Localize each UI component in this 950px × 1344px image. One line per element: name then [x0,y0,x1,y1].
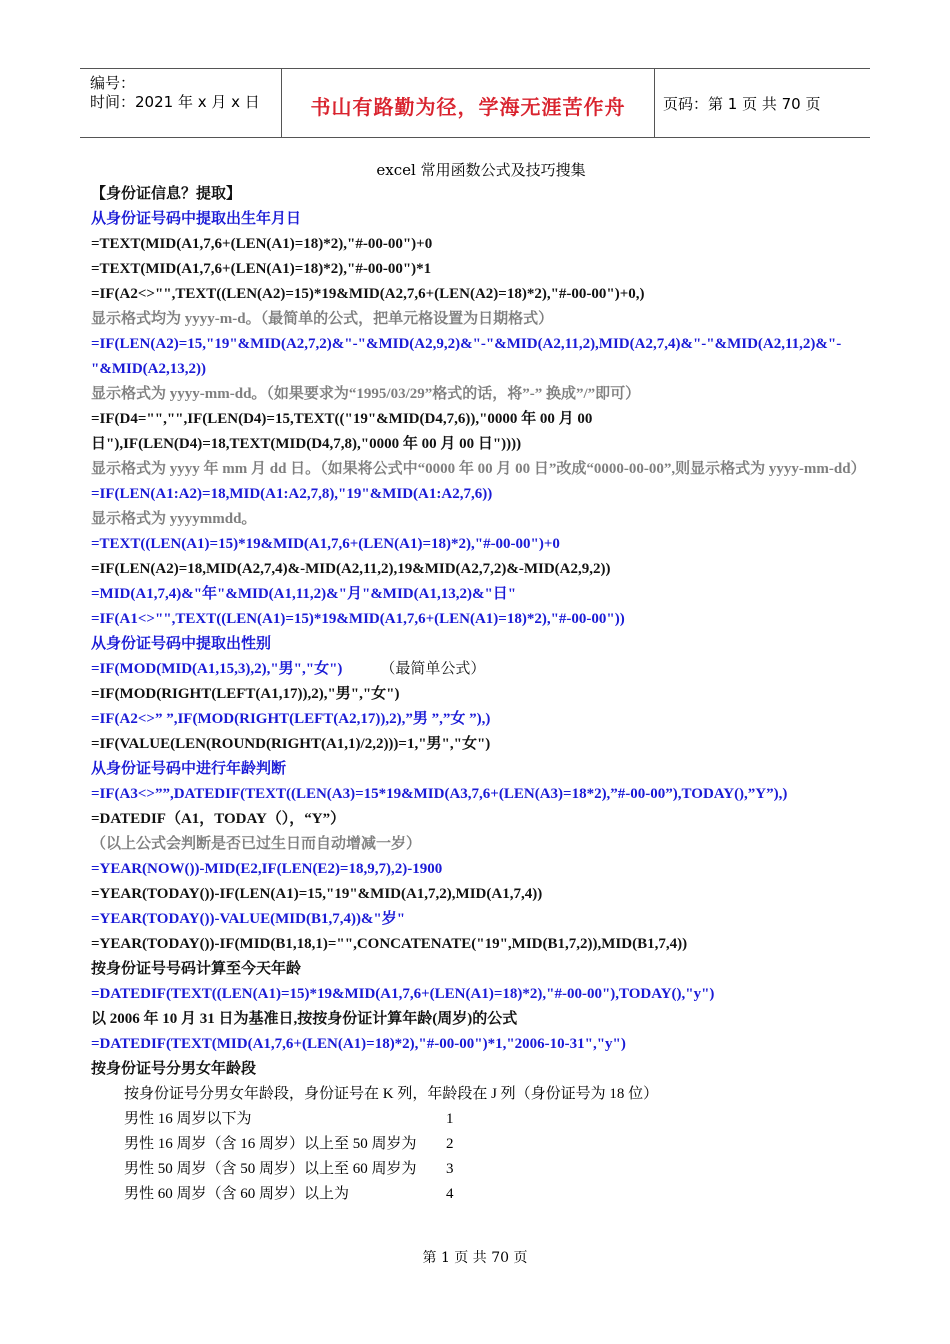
doc-line-text: （以上公式会判断是否已过生日而自动增减一岁） [91,836,422,852]
doc-line-text: =IF(MOD(RIGHT(LEFT(A1,17)),2),"男","女") [91,686,400,702]
doc-line-text: 从身份证号码中提取出生年月日 [91,211,302,227]
doc-line-text: =IF(MOD(MID(A1,15,3),2),"男","女") [91,661,343,677]
doc-line-text: 从身份证号码中进行年龄判断 [91,761,287,777]
doc-line-text: 按身份证号分男女年龄段 [91,1061,257,1077]
header-motto-cell [281,69,655,137]
age-table-rows [124,1107,871,1207]
age-table-intro: 按身份证号分男女年龄段，身份证号在 K 列，年龄段在 J 列（身份证号为 18 位） [124,1086,659,1102]
doc-line-text: 【身份证信息？提取】 [91,186,242,202]
doc-line-text: =YEAR(NOW())-MID(E2,IF(LEN(E2)=18,9,7),2)-1900 [91,861,443,877]
doc-line [91,682,871,707]
doc-line [91,1057,871,1082]
age-table-row [124,1132,871,1157]
doc-line-text: 显示格式均为 yyyy-m-d。（最简单的公式，把单元格设置为日期格式） [91,311,554,327]
header-right-cell [654,69,870,137]
doc-line [91,457,871,482]
doc-line-text: =IF(A2<>"",TEXT((LEN(A2)=15)*19&MID(A2,7,6+(LEN(A2)=18)*2),"#-00-00")+0,) [91,286,645,302]
age-row-label: 男性 60 周岁（含 60 周岁）以上为 [124,1186,350,1202]
doc-line-text: =DATEDIF(TEXT(MID(A1,7,6+(LEN(A1)=18)*2),"#-00-00")*1,"2006-10-31","y") [91,1036,626,1052]
doc-line-text: =MID(A1,7,4)&"年"&MID(A1,11,2)&"月"&MID(A1,13,2)&"日" [91,586,517,602]
doc-line [91,582,871,607]
doc-line [91,782,871,807]
doc-line [91,657,871,682]
doc-line [91,757,871,782]
doc-line [91,957,871,982]
doc-line-text: =TEXT(MID(A1,7,6+(LEN(A1)=18)*2),"#-00-00")*1 [91,261,432,277]
doc-line-text: 从身份证号码中提取出性别 [91,636,272,652]
doc-line [91,707,871,732]
document-header [80,68,870,138]
doc-line [91,882,871,907]
doc-line [91,857,871,882]
document-body [91,156,871,1207]
doc-line [91,482,871,507]
age-row-label: 男性 16 周岁以下为 [124,1111,252,1127]
number-label: 编号： [90,74,136,92]
doc-line-text: 显示格式为 yyyy 年 mm 月 dd 日。（如果将公式中“0000 年 00 月 00 日”改成“0000-00-00”,则显示格式为 yyyy-mm-dd） [91,461,866,477]
doc-line-text: =IF(LEN(A2)=18,MID(A2,7,4)&-MID(A2,11,2),19&MID(A2,7,2)&-MID(A2,9,2)) [91,561,611,577]
age-group-table [124,1082,871,1207]
page-footer: 第 1 页 共 70 页 [422,1250,528,1266]
doc-line [91,607,871,632]
doc-line [91,282,871,307]
doc-line-text: =IF(A1<>"",TEXT((LEN(A1)=15)*19&MID(A1,7,6+(LEN(A1)=18)*2),"#-00-00")) [91,611,625,627]
doc-line-text: 显示格式为 yyyy-mm-dd。（如果要求为“1995/03/29”格式的话，将”-” 换成”/”即可） [91,386,641,402]
doc-line-text: 显示格式为 yyyymmdd。 [91,511,257,527]
doc-line [91,982,871,1007]
age-table-row [124,1182,871,1207]
doc-line [91,1032,871,1057]
age-row-label: 男性 16 周岁（含 16 周岁）以上至 50 周岁为 [124,1136,417,1152]
doc-line [91,832,871,857]
doc-line [91,907,871,932]
age-row-value: 4 [446,1186,454,1202]
age-table-row [124,1107,871,1132]
doc-line-text: =YEAR(TODAY())-IF(MID(B1,18,1)="",CONCATENATE("19",MID(B1,7,2)),MID(B1,7,4)) [91,936,688,952]
doc-line-text: =IF(LEN(A1:A2)=18,MID(A1:A2,7,8),"19"&MID(A1:A2,7,6)) [91,486,493,502]
document-title: excel 常用函数公式及技巧搜集 [376,161,586,179]
doc-line-text: 按身份证号号码计算至今天年龄 [91,961,302,977]
doc-line [91,632,871,657]
doc-line [91,332,871,382]
doc-line-text: =YEAR(TODAY())-VALUE(MID(B1,7,4))&"岁" [91,911,406,927]
header-page-info: 页码：第 1 页 共 70 页 [663,95,821,113]
doc-line-text: =IF(A3<>””,DATEDIF(TEXT((LEN(A3)=15*19&MID(A3,7,6+(LEN(A3)=18*2),”#-00-00”),TODAY(),”Y”),) [91,786,788,802]
doc-line [91,1007,871,1032]
doc-line [91,407,631,457]
header-left-cell [80,69,281,137]
doc-line-text: =DATEDIF（A1，TODAY（），“Y”） [91,811,346,827]
age-table-row [124,1157,871,1182]
doc-line [91,207,871,232]
doc-line [91,232,871,257]
age-row-value: 1 [446,1111,454,1127]
doc-line [91,807,871,832]
age-row-label: 男性 50 周岁（含 50 周岁）以上至 60 周岁为 [124,1161,417,1177]
doc-line-text: =YEAR(TODAY())-IF(LEN(A1)=15,"19"&MID(A1,7,2),MID(A1,7,4)) [91,886,543,902]
doc-line-text: =TEXT((LEN(A1)=15)*19&MID(A1,7,6+(LEN(A1)=18)*2),"#-00-00")+0 [91,536,560,552]
doc-line-note: （最简单公式） [380,661,486,677]
doc-line [91,307,871,332]
doc-line [91,532,871,557]
doc-line [91,932,871,957]
doc-line [91,257,871,282]
doc-line-text: =IF(VALUE(LEN(ROUND(RIGHT(A1,1)/2,2)))=1,"男","女") [91,736,491,752]
doc-line [91,732,871,757]
motto-text: 书山有路勤为径，学海无涯苦作舟 [310,95,626,119]
doc-line [91,557,871,582]
doc-line [91,507,871,532]
time-label: 时间：2021 年 x 月 x 日 [90,93,260,111]
doc-line-text: =IF(LEN(A2)=15,"19"&MID(A2,7,2)&"-"&MID(A2,9,2)&"-"&MID(A2,11,2),MID(A2,7,4)&"-"&MID(A2,11,2)&"-"&MID(A2,13,2)) [91,336,842,377]
doc-line-text: =DATEDIF(TEXT((LEN(A1)=15)*19&MID(A1,7,6+(LEN(A1)=18)*2),"#-00-00"),TODAY(),"y") [91,986,715,1002]
doc-line [91,182,871,207]
age-row-value: 3 [446,1161,454,1177]
age-row-value: 2 [446,1136,454,1152]
doc-line [91,382,871,407]
doc-line-text: =TEXT(MID(A1,7,6+(LEN(A1)=18)*2),"#-00-00")+0 [91,236,433,252]
doc-line-text: 以 2006 年 10 月 31 日为基准日,按按身份证计算年龄(周岁)的公式 [91,1011,518,1027]
doc-line-text: =IF(A2<>” ”,IF(MOD(RIGHT(LEFT(A2,17)),2),”男 ”,”女 ”),) [91,711,491,727]
formula-lines [91,182,871,1082]
doc-line-text: =IF(D4="","",IF(LEN(D4)=15,TEXT(("19"&MID(D4,7,6)),"0000 年 00 月 00 日"),IF(LEN(D4)=18,TEXT(MID(D4,7,8),"0000 年 00 月 00 日")))) [91,411,593,452]
